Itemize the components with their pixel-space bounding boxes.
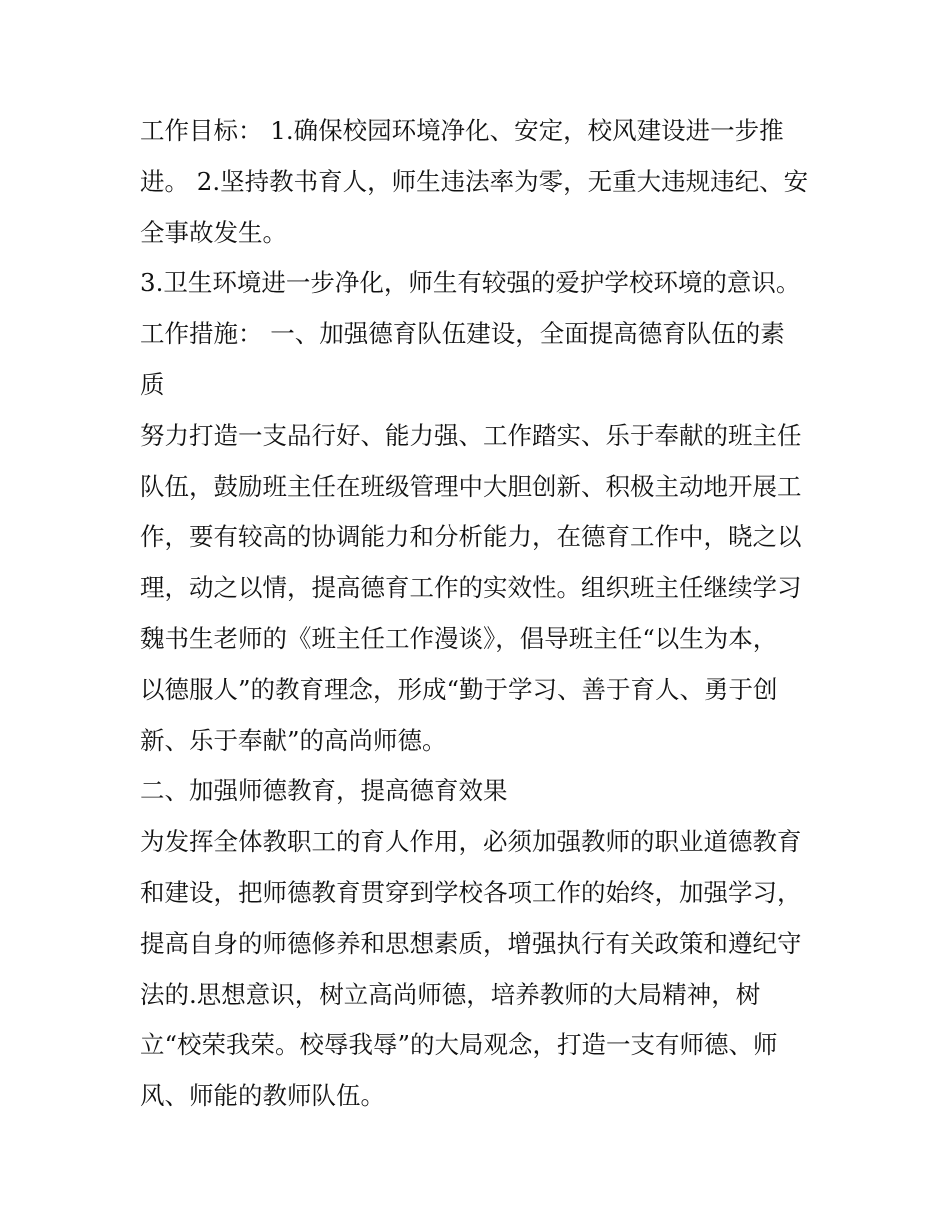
document-body xyxy=(140,106,820,1122)
text-line: 立“校荣我荣。校辱我辱”的大局观念，打造一支有师德、师 xyxy=(140,1030,778,1060)
text-line: 以德服人”的教育理念，形成“勤于学习、善于育人、勇于创 xyxy=(140,674,778,704)
text-line: 魏书生老师的《班主任工作漫谈》，倡导班主任“以生为本， xyxy=(140,623,778,653)
text-line: 提高自身的师德修养和思想素质，增强执行有关政策和遵纪守 xyxy=(140,928,802,958)
text-line: 质 xyxy=(140,369,165,399)
text-line: 全事故发生。 xyxy=(140,217,287,247)
text-line: 3.卫生环境进一步净化，师生有较强的爱护学校环境的意识。 xyxy=(140,268,801,298)
text-line: 工作措施： 一、加强德育队伍建设，全面提高德育队伍的素 xyxy=(140,319,785,349)
text-line: 工作目标： 1.确保校园环境净化、安定，校风建设进一步推 xyxy=(140,116,784,145)
text-line: 风、师能的教师队伍。 xyxy=(140,1081,385,1111)
text-line: 作，要有较高的协调能力和分析能力，在德育工作中，晓之以 xyxy=(140,522,802,552)
text-line: 新、乐于奉献”的高尚师德。 xyxy=(140,725,447,755)
text-line: 队伍，鼓励班主任在班级管理中大胆创新、积极主动地开展工 xyxy=(140,471,802,501)
text-line: 理，动之以情，提高德育工作的实效性。组织班主任继续学习 xyxy=(140,573,802,603)
text-line: 和建设，把师德教育贯穿到学校各项工作的始终，加强学习， xyxy=(140,877,802,907)
text-line: 进。 2.坚持教书育人，师生违法率为零，无重大违规违纪、安 xyxy=(140,166,809,196)
text-line: 努力打造一支品行好、能力强、工作踏实、乐于奉献的班主任 xyxy=(140,420,802,450)
text-line: 为发挥全体教职工的育人作用，必须加强教师的职业道德教育 xyxy=(140,827,802,857)
text-line: 法的.思想意识，树立高尚师德，培养教师的大局精神，树 xyxy=(140,979,761,1009)
text-line: 二、加强师德教育，提高德育效果 xyxy=(140,776,508,806)
